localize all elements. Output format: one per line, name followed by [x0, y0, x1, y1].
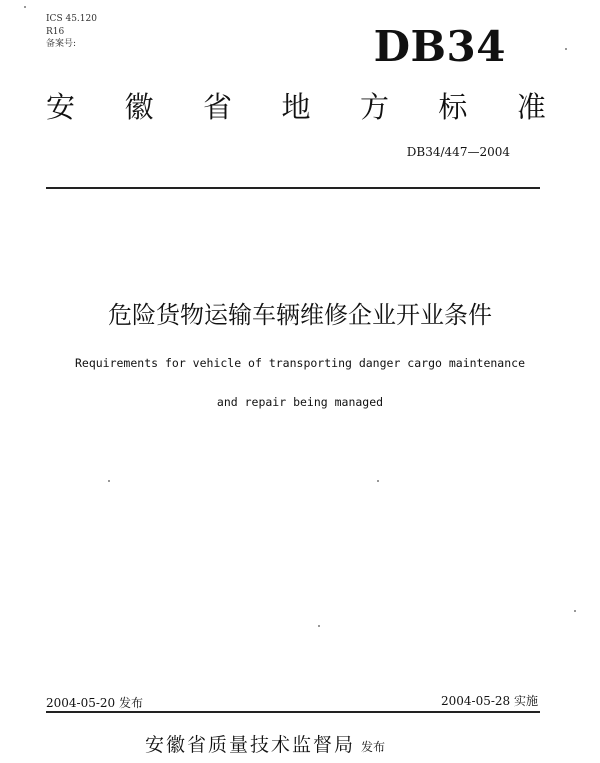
- english-title-line-1: Requirements for vehicle of transporting danger cargo maintenance: [74, 356, 526, 370]
- issuer-suffix: 发布: [361, 740, 386, 754]
- standard-type-char: 准: [516, 90, 546, 124]
- implementation-date: 2004-05-28 实施: [440, 694, 538, 708]
- issuer-name: 安徽省质量技术监督局: [145, 734, 356, 756]
- scan-speck: [24, 6, 26, 8]
- scan-speck: [565, 48, 567, 50]
- scan-speck: [108, 480, 110, 482]
- scan-speck: [318, 625, 320, 627]
- issue-date: 2004-05-20 发布: [46, 696, 144, 710]
- standard-type-char: 徽: [124, 90, 154, 124]
- standard-type-char: 省: [202, 90, 232, 124]
- record-number-label: 备案号:: [46, 39, 77, 49]
- header-divider: [46, 187, 540, 189]
- issuing-authority: [145, 733, 385, 759]
- standard-type-char: 安: [46, 90, 76, 124]
- scan-speck: [574, 610, 576, 612]
- english-title-line-2: and repair being managed: [216, 395, 384, 409]
- ics-code: ICS 45.120: [46, 14, 97, 24]
- classification-code: R16: [46, 27, 65, 37]
- scan-speck: [377, 480, 379, 482]
- standard-type-char: 地: [281, 90, 311, 124]
- standard-number: DB34/447—2004: [406, 145, 510, 159]
- chinese-title: 危险货物运输车辆维修企业开业条件: [108, 301, 492, 329]
- standard-type-char: 方: [359, 90, 389, 124]
- standard-code: DB34: [373, 22, 506, 71]
- standard-type-char: 标: [438, 90, 468, 124]
- footer-divider: [46, 711, 540, 713]
- standard-type-title: [46, 89, 546, 125]
